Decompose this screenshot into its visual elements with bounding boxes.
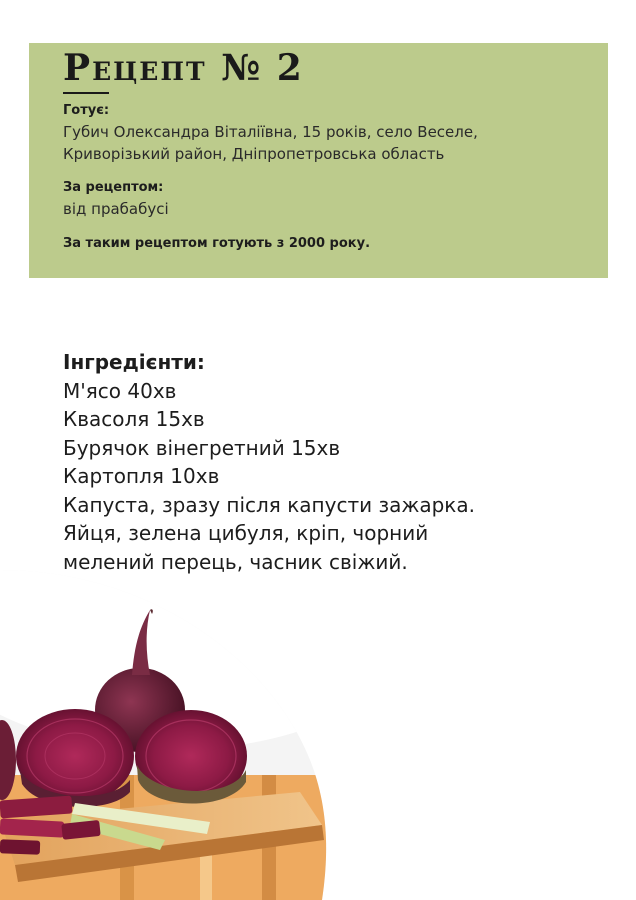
since-text: За таким рецептом готують з 2000 року. <box>63 236 371 251</box>
ingredient-line: Квасоля 15хв <box>63 407 205 431</box>
cook-line-2: Криворізький район, Дніпропетровська область <box>63 145 445 163</box>
cook-label: Готує: <box>63 103 110 118</box>
ingredient-line: мелений перець, часник свіжий. <box>63 549 408 574</box>
cook-line-1: Губич Олександра Віталіївна, 15 років, село Веселе, <box>63 123 478 141</box>
beets-on-cutting-board-image <box>0 570 340 900</box>
source-label: За рецептом: <box>63 180 164 195</box>
source-value: від прабабусі <box>63 200 169 218</box>
page-title: Рецепт № 2 <box>63 47 304 89</box>
ingredients-block <box>63 348 583 576</box>
ingredient-line: Яйця, зелена цибуля, кріп, чорний <box>63 521 429 545</box>
ingredient-line: Картопля 10хв <box>63 464 220 488</box>
title-underline <box>63 92 109 94</box>
ingredient-line: Капуста, зразу після капусти зажарка. <box>63 492 476 517</box>
ingredient-line: Бурячок вінегретний 15хв <box>63 435 341 460</box>
ingredient-line: М'ясо 40хв <box>63 378 177 403</box>
ingredients-heading: Інгредієнти: <box>63 350 205 374</box>
